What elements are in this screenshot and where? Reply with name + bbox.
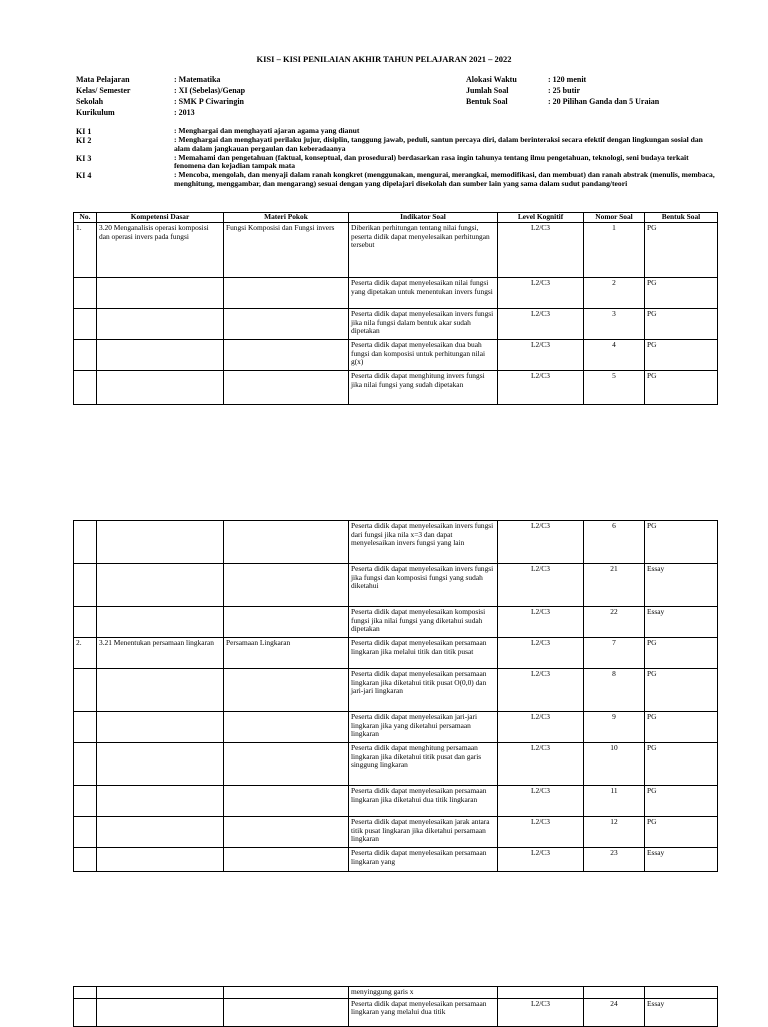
- cell-no: [74, 743, 97, 786]
- cell-indikator-soal: Peserta didik dapat menyelesaikan persamaan lingkaran jika diketahui titik pusat O(0,0) dan jari-jari lingkaran: [349, 669, 498, 712]
- ki-item: [76, 154, 716, 171]
- cell-materi-pokok: Fungsi Komposisi dan Fungsi invers: [224, 223, 349, 278]
- cell-nomor-soal: 2: [584, 278, 645, 309]
- info-right: [466, 75, 659, 108]
- cell-nomor-soal: 1: [584, 223, 645, 278]
- cell-materi-pokok: [224, 998, 349, 1026]
- cell-no: 1.: [74, 223, 97, 278]
- table-row: [74, 817, 718, 848]
- cell-kompetensi-dasar: [97, 848, 224, 872]
- cell-indikator-soal: Peserta didik dapat menghitung persamaan lingkaran jika diketahui titik pusat dan garis singgung lingkaran: [349, 743, 498, 786]
- cell-nomor-soal: 6: [584, 521, 645, 564]
- cell-nomor-soal: 24: [584, 998, 645, 1026]
- document-title: KISI – KISI PENILAIAN AKHIR TAHUN PELAJARAN 2021 – 2022: [256, 54, 512, 64]
- cell-level-kognitif: L2/C3: [498, 278, 584, 309]
- cell-level-kognitif: L2/C3: [498, 638, 584, 669]
- cell-bentuk-soal: Essay: [645, 848, 718, 872]
- cell-indikator-soal: Peserta didik dapat menyelesaikan persamaan lingkaran yang melalui dua titik: [349, 998, 498, 1026]
- cell-indikator-soal: Peserta didik dapat menyelesaikan nilai fungsi yang dipetakan untuk menentukan invers fungsi: [349, 278, 498, 309]
- kisi-table-page3: [73, 986, 718, 1027]
- table-row: [74, 669, 718, 712]
- cell-level-kognitif: L2/C3: [498, 223, 584, 278]
- cell-nomor-soal: 22: [584, 607, 645, 638]
- cell-nomor-soal: 12: [584, 817, 645, 848]
- cell-materi-pokok: [224, 786, 349, 817]
- cell-bentuk-soal: PG: [645, 786, 718, 817]
- ki-text: : Mencoba, mengolah, dan menyaji dalam ranah kongkret (menggunakan, mengurai, merangkai, memodifikasi, dan membuat) dan ranah abstrak (menulis, membaca, menghitung, menggambar, dan mengarang) sesuai dengan yang dipelajari disekolah dan sumber lain yang sama dalam sudut pandang/teori: [174, 170, 715, 188]
- info-label: Sekolah: [76, 97, 104, 106]
- table-row: [74, 223, 718, 278]
- cell-indikator-soal: Peserta didik dapat menyelesaikan komposisi fungsi jika nilai fungsi yang diketahui sudah dipetakan: [349, 607, 498, 638]
- cell-indikator-soal: Peserta didik dapat menyelesaikan invers fungsi jika fungsi dan komposisi fungsi yang sudah diketahui: [349, 564, 498, 607]
- cell-indikator-soal: Peserta didik dapat menyelesaikan jarak antara titik pusat lingkaran jika diketahui persamaan lingkaran: [349, 817, 498, 848]
- table-row: [74, 848, 718, 872]
- cell-bentuk-soal: PG: [645, 817, 718, 848]
- table-row: [74, 712, 718, 743]
- ki-text: : Memahami dan pengetahuan (faktual, konseptual, dan prosedural) berdasarkan rasa ingin tahunya tentang ilmu pengetahuan, teknologi, seni budaya terkait fenomena dan kejadian tampak mata: [174, 152, 689, 171]
- header-indikator-soal: Indikator Soal: [349, 213, 498, 223]
- cell-bentuk-soal: Essay: [645, 998, 718, 1026]
- cell-materi-pokok: [224, 669, 349, 712]
- cell-indikator-soal: Peserta didik dapat menyelesaikan persamaan lingkaran jika melalui titik dan titik pusat: [349, 638, 498, 669]
- cell-no: [74, 848, 97, 872]
- info-value: : 120 menit: [548, 75, 587, 84]
- cell-indikator-soal: menyinggung garis x: [349, 987, 498, 999]
- info-value: : Matematika: [174, 75, 221, 84]
- cell-bentuk-soal: Essay: [645, 607, 718, 638]
- cell-materi-pokok: Persamaan Lingkaran: [224, 638, 349, 669]
- cell-indikator-soal: Diberikan perhitungan tentang nilai fungsi, peserta didik dapat menyelesaikan perhitungan tersebut: [349, 223, 498, 278]
- cell-nomor-soal: 10: [584, 743, 645, 786]
- cell-nomor-soal: 3: [584, 309, 645, 340]
- cell-materi-pokok: [224, 309, 349, 340]
- header-materi-pokok: Materi Pokok: [224, 213, 349, 223]
- cell-materi-pokok: [224, 607, 349, 638]
- cell-kompetensi-dasar: [97, 998, 224, 1026]
- cell-nomor-soal: 5: [584, 371, 645, 405]
- cell-materi-pokok: [224, 743, 349, 786]
- cell-kompetensi-dasar: [97, 521, 224, 564]
- cell-bentuk-soal: PG: [645, 340, 718, 371]
- cell-no: [74, 817, 97, 848]
- info-label: Kurikulum: [76, 108, 115, 117]
- table-row: [74, 607, 718, 638]
- info-value: : 25 butir: [548, 86, 580, 95]
- header-bentuk-soal: Bentuk Soal: [645, 213, 718, 223]
- cell-bentuk-soal: PG: [645, 638, 718, 669]
- table-row: [74, 564, 718, 607]
- cell-no: [74, 278, 97, 309]
- cell-bentuk-soal: PG: [645, 309, 718, 340]
- cell-materi-pokok: [224, 564, 349, 607]
- cell-indikator-soal: Peserta didik dapat menyelesaikan jari-jari lingkaran jika yang diketahui persamaan lingkaran: [349, 712, 498, 743]
- cell-kompetensi-dasar: [97, 669, 224, 712]
- cell-kompetensi-dasar: 3.21 Menentukan persamaan lingkaran: [97, 638, 224, 669]
- info-label: Bentuk Soal: [466, 97, 508, 106]
- cell-no: [74, 669, 97, 712]
- table-row: [74, 309, 718, 340]
- cell-indikator-soal: Peserta didik dapat menyelesaikan invers fungsi jika nila fungsi dalam bentuk akar sudah dipetakan: [349, 309, 498, 340]
- cell-bentuk-soal: PG: [645, 223, 718, 278]
- cell-kompetensi-dasar: [97, 371, 224, 405]
- cell-materi-pokok: [224, 371, 349, 405]
- cell-level-kognitif: L2/C3: [498, 371, 584, 405]
- ki-item: [76, 171, 716, 188]
- table-row: [74, 743, 718, 786]
- table-row: [74, 987, 718, 999]
- cell-kompetensi-dasar: 3.20 Menganalisis operasi komposisi dan operasi invers pada fungsi: [97, 223, 224, 278]
- cell-nomor-soal: 8: [584, 669, 645, 712]
- kisi-table-page1: [73, 212, 718, 405]
- cell-level-kognitif: L2/C3: [498, 712, 584, 743]
- cell-nomor-soal: [584, 987, 645, 999]
- cell-level-kognitif: L2/C3: [498, 521, 584, 564]
- header-kompetensi-dasar: Kompetensi Dasar: [97, 213, 224, 223]
- cell-materi-pokok: [224, 278, 349, 309]
- cell-level-kognitif: L2/C3: [498, 669, 584, 712]
- cell-kompetensi-dasar: [97, 987, 224, 999]
- ki-label: KI 3: [76, 153, 92, 163]
- table-row: [74, 278, 718, 309]
- cell-indikator-soal: Peserta didik dapat menyelesaikan persamaan lingkaran jika diketahui dua titik lingkaran: [349, 786, 498, 817]
- cell-level-kognitif: L2/C3: [498, 340, 584, 371]
- cell-kompetensi-dasar: [97, 817, 224, 848]
- table-row: [74, 521, 718, 564]
- ki-label: KI 4: [76, 171, 92, 181]
- cell-bentuk-soal: PG: [645, 371, 718, 405]
- cell-bentuk-soal: PG: [645, 669, 718, 712]
- cell-bentuk-soal: [645, 987, 718, 999]
- cell-bentuk-soal: Essay: [645, 564, 718, 607]
- cell-kompetensi-dasar: [97, 564, 224, 607]
- cell-level-kognitif: L2/C3: [498, 743, 584, 786]
- info-label: Jumlah Soal: [466, 86, 509, 95]
- cell-indikator-soal: Peserta didik dapat menyelesaikan invers fungsi dari fungsi jika nila x=3 dan dapat menyelesaikan invers fungsi yang lain: [349, 521, 498, 564]
- cell-level-kognitif: L2/C3: [498, 564, 584, 607]
- cell-no: [74, 371, 97, 405]
- cell-materi-pokok: [224, 521, 349, 564]
- cell-level-kognitif: L2/C3: [498, 607, 584, 638]
- info-label: Alokasi Waktu: [466, 75, 517, 84]
- cell-bentuk-soal: PG: [645, 712, 718, 743]
- info-value: : 20 Pilihan Ganda dan 5 Uraian: [548, 97, 660, 106]
- table-row: [74, 340, 718, 371]
- ki-label: KI 2: [76, 136, 92, 146]
- cell-no: [74, 998, 97, 1026]
- info-value: : 2013: [174, 108, 195, 117]
- cell-no: [74, 607, 97, 638]
- table-row: [74, 998, 718, 1026]
- ki-item: [76, 136, 716, 153]
- cell-bentuk-soal: PG: [645, 278, 718, 309]
- cell-materi-pokok: [224, 712, 349, 743]
- cell-no: 2.: [74, 638, 97, 669]
- header-nomor-soal: Nomor Soal: [584, 213, 645, 223]
- cell-level-kognitif: L2/C3: [498, 786, 584, 817]
- cell-no: [74, 786, 97, 817]
- cell-materi-pokok: [224, 987, 349, 999]
- cell-kompetensi-dasar: [97, 743, 224, 786]
- cell-kompetensi-dasar: [97, 712, 224, 743]
- cell-no: [74, 987, 97, 999]
- cell-no: [74, 340, 97, 371]
- ki-list: [76, 127, 716, 189]
- header-no: No.: [74, 213, 97, 223]
- table-row: [74, 638, 718, 669]
- info-left: [76, 75, 245, 119]
- cell-level-kognitif: L2/C3: [498, 309, 584, 340]
- cell-nomor-soal: 7: [584, 638, 645, 669]
- cell-no: [74, 309, 97, 340]
- info-value: : XI (Sebelas)/Genap: [174, 86, 246, 95]
- cell-nomor-soal: 21: [584, 564, 645, 607]
- cell-materi-pokok: [224, 848, 349, 872]
- cell-level-kognitif: L2/C3: [498, 998, 584, 1026]
- cell-nomor-soal: 4: [584, 340, 645, 371]
- ki-label: KI 1: [76, 127, 92, 136]
- cell-kompetensi-dasar: [97, 278, 224, 309]
- cell-indikator-soal: Peserta didik dapat menyelesaikan dua buah fungsi dan komposisi untuk perhitungan nilai g(x): [349, 340, 498, 371]
- cell-kompetensi-dasar: [97, 340, 224, 371]
- ki-text: : Menghargai dan menghayati perilaku jujur, disiplin, tanggung jawab, peduli, santun percaya diri, dalam berinteraksi secara efektif dengan lingkungan sosial dan alam dalam jangkauan pergaulan dan keberadaanya: [174, 135, 703, 153]
- cell-level-kognitif: L2/C3: [498, 817, 584, 848]
- cell-bentuk-soal: PG: [645, 521, 718, 564]
- cell-materi-pokok: [224, 340, 349, 371]
- cell-bentuk-soal: PG: [645, 743, 718, 786]
- cell-indikator-soal: Peserta didik dapat menyelesaikan persamaan lingkaran yang: [349, 848, 498, 872]
- cell-indikator-soal: Peserta didik dapat menghitung invers fungsi jika nilai fungsi yang sudah dipetakan: [349, 371, 498, 405]
- table-row: [74, 786, 718, 817]
- cell-level-kognitif: L2/C3: [498, 848, 584, 872]
- table-row: [74, 371, 718, 405]
- cell-nomor-soal: 11: [584, 786, 645, 817]
- cell-no: [74, 712, 97, 743]
- header-level-kognitif: Level Kognitif: [498, 213, 584, 223]
- info-value: : SMK P Ciwaringin: [174, 97, 245, 106]
- info-label: Mata Pelajaran: [76, 75, 130, 84]
- cell-nomor-soal: 23: [584, 848, 645, 872]
- cell-no: [74, 521, 97, 564]
- cell-level-kognitif: [498, 987, 584, 999]
- cell-kompetensi-dasar: [97, 607, 224, 638]
- info-label: Kelas/ Semester: [76, 86, 131, 95]
- kisi-table-page2: [73, 520, 718, 872]
- cell-nomor-soal: 9: [584, 712, 645, 743]
- ki-text: : Menghargai dan menghayati ajaran agama yang dianut: [174, 126, 360, 135]
- cell-kompetensi-dasar: [97, 309, 224, 340]
- cell-kompetensi-dasar: [97, 786, 224, 817]
- table-header-row: [74, 213, 718, 223]
- cell-no: [74, 564, 97, 607]
- cell-materi-pokok: [224, 817, 349, 848]
